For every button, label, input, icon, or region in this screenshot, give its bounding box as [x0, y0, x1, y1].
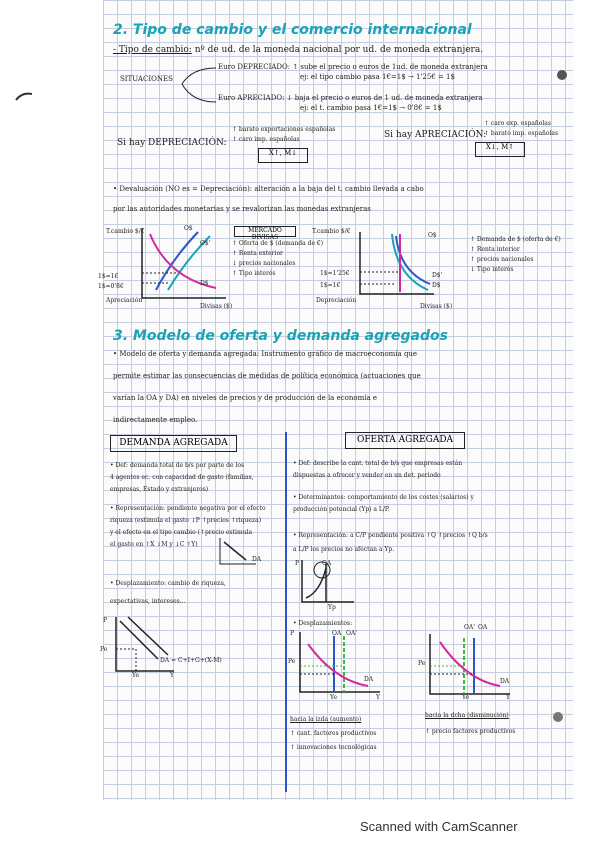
- si-apr-note-1: ↑ caro exp. españolas: [484, 120, 551, 127]
- oa-det-1: • Determinantes: comportamiento de los costes (salarios) y: [293, 494, 474, 501]
- shift-left-caption: hacia la izda (aumento): [290, 716, 362, 723]
- si-dep-note-2: ↑ caro imp. españolas: [232, 136, 300, 143]
- fx-right-graph: [356, 232, 436, 300]
- da-shift-graph: [108, 615, 178, 680]
- intro-line-1: • Modelo de oferta y demanda agregada: Instrumento gráfico de macroeconomía que: [113, 350, 418, 358]
- shift1-da: DA: [364, 676, 374, 683]
- margin-mark: [14, 90, 34, 104]
- deval-line2: por las autoridades monetarias y se revalorizan las monedas extranjeras: [113, 205, 371, 213]
- oa-graph-p: P: [295, 560, 300, 567]
- fx-right-note-1: ↑ Demanda de $ (oferta de €): [470, 236, 561, 243]
- section3-title: 3. Modelo de oferta y demanda agregados: [113, 328, 448, 344]
- oa-def-2: dispuestas a ofrecer y vender en un det. período: [293, 472, 441, 479]
- situaciones-brace: [180, 60, 220, 110]
- oa-heading: OFERTA AGREGADA: [345, 432, 465, 449]
- section2-title: 2. Tipo de cambio y el comercio internacional: [113, 22, 472, 38]
- fx-right-tick-2: 1$=1€: [320, 282, 341, 289]
- apr-line2: ej: el t. cambio pasa 1€=1$ → 0'8€ = 1$: [300, 104, 442, 112]
- oa-rep-1: • Representación: a C/P pendiente positiva ↑Q ↑precios ↑Q b/s: [293, 532, 488, 539]
- fx-left-tick-1: 1$=1€: [98, 273, 119, 280]
- shift2-y: Y: [506, 694, 510, 701]
- fx-left-below: Apreciación: [106, 297, 143, 304]
- si-dep-note-1: ↑ barato exportaciones españolas: [232, 126, 336, 133]
- fx-right-note-4: ↓ Tipo interés: [470, 266, 514, 273]
- da-def-2: 4 agentes ec. con capacidad de gasto (familias,: [110, 474, 254, 481]
- da-shift-y: Y: [170, 672, 174, 679]
- fx-right-curve-2: D$': [432, 272, 443, 279]
- fx-left-note-2: ↑ Renta exterior: [232, 250, 283, 257]
- da-shift-pe: Pe: [100, 646, 108, 653]
- fx-right-below: Depreciación: [316, 297, 357, 304]
- column-divider: [285, 432, 287, 792]
- da-desp-2: expectativas, intereses...: [110, 598, 186, 605]
- da-mini-graph: [218, 538, 258, 568]
- da-rep-1: • Representación: pendiente negativa por el efecto: [110, 505, 266, 512]
- shift1-p: P: [290, 630, 295, 637]
- intro-line-4: indirectamente empleo.: [113, 416, 198, 424]
- da-shift-ye: Ye: [132, 672, 139, 679]
- fx-left-xlabel: Divisas ($): [200, 303, 233, 310]
- fx-left-note-3: ↓ precios nacionales: [232, 260, 296, 267]
- scanner-watermark: Scanned with CamScanner: [360, 819, 518, 834]
- shift2-pe: Pe: [418, 660, 426, 667]
- shift-right-note-1: ↑ precio factores productivos: [425, 728, 516, 735]
- apr-line1: Euro APRECIADO: ↓ baja el precio o euros de 1 ud. de moneda extranjera: [218, 94, 483, 102]
- punch-hole: [557, 70, 567, 80]
- da-rep-3: y el efecto en el tipo cambio (↑precio estimula: [110, 529, 253, 536]
- shift2-da: DA: [500, 678, 510, 685]
- da-desp-1: • Desplazamiento: cambio de riqueza,: [110, 580, 226, 587]
- fx-left-tick-2: 1$=0'8€: [98, 283, 124, 290]
- da-def-1: • Def: demanda total de b/s por parte de los: [110, 462, 245, 469]
- dep-line1: Euro DEPRECIADO: ↑ sube el precio o euros de 1ud. de moneda extranjera: [218, 63, 488, 71]
- fx-right-note-2: ↑ Renta interior: [470, 246, 520, 253]
- da-rep-4: el gasto en ↑X ↓M y ↓C ↑Y): [110, 541, 198, 548]
- oa-def-1: • Def: describe la cant. total de b/s que empresas están: [293, 460, 463, 467]
- fx-right-ylabel: T.cambio $/€: [312, 228, 351, 235]
- fx-right-tick-1: 1$=1'25€: [320, 270, 350, 277]
- deval-line1: • Devaluación (NO es = Depreciación): alteración a la baja del t. cambio llevada a cabo: [113, 185, 424, 193]
- fx-right-xlabel: Divisas ($): [420, 303, 453, 310]
- fx-right-curve-3: D$: [432, 282, 441, 289]
- shift2-ye: Ye: [462, 694, 469, 701]
- da-heading: DEMANDA AGREGADA: [110, 435, 237, 452]
- oa-rep-2: a L/P los precios no afectan a Yp.: [293, 546, 395, 553]
- si-dep: Si hay DEPRECIACIÓN:: [117, 138, 227, 148]
- oa-shift-right-graph: [424, 632, 514, 702]
- fx-left-note-4: ↑ Tipo interés: [232, 270, 276, 277]
- shift1-ye: Ye: [330, 694, 337, 701]
- fx-left-curve-2: O$': [200, 240, 211, 247]
- si-apr-box: X↓, M↑: [475, 142, 525, 157]
- fx-left-curve-3: D$: [200, 280, 209, 287]
- fx-left-note-1: ↑ Oferta de $ (demanda de €): [232, 240, 324, 247]
- fx-right-curve-1: O$: [428, 232, 437, 239]
- situaciones-label: SITUACIONES: [120, 75, 173, 83]
- oa-desp: • Desplazamientos:: [293, 620, 353, 627]
- shift1-oa: OA: [332, 630, 342, 637]
- da-graph-label: DA: [252, 556, 262, 563]
- shift2-oa: OA: [478, 624, 488, 631]
- shift-left-note-2: ↑ innovaciones tecnológicas: [290, 744, 377, 751]
- da-rep-2: riqueza (estimula el gasto ↓P ↑precios ↑riqueza): [110, 517, 262, 524]
- si-apr: Si hay APRECIACIÓN:: [384, 130, 487, 140]
- oa-det-2: producción potencial (Yp) a L/P.: [293, 506, 390, 513]
- shift1-oa2: OA': [346, 630, 357, 637]
- si-apr-note-2: ↑ barato imp. españolas: [484, 130, 559, 137]
- da-def-3: empresas, Estado y extranjeros): [110, 486, 209, 493]
- shift1-y: Y: [376, 694, 380, 701]
- shift-left-note-1: ↑ cant. factores productivos: [290, 730, 377, 737]
- oa-shift-left-graph: [294, 630, 384, 700]
- intro-line-2: permite estimar las consecuencias de medidas de política económica (actuaciones que: [113, 372, 421, 380]
- si-dep-box: X↑, M↓: [258, 148, 308, 163]
- shift1-pe: Pe: [288, 658, 296, 665]
- fx-left-graph: [138, 228, 228, 303]
- oa-graph-oa: OA: [322, 560, 332, 567]
- punch-hole-bottom: [553, 712, 563, 722]
- shift-right-caption: hacia la dcha (disminución): [425, 712, 509, 719]
- dep-line2: ej: el tipo cambio pasa 1€=1$ → 1'25€ = 1$: [300, 73, 455, 81]
- shift2-oa2: OA': [464, 624, 475, 631]
- fx-left-ylabel: T.cambio $/€: [106, 228, 145, 235]
- fx-box-title: MERCADO DIVISAS: [234, 226, 296, 237]
- da-shift-p: P: [103, 617, 108, 624]
- da-shift-label: DA = C+I+G+(X-M): [160, 657, 222, 664]
- fx-right-note-3: ↑ precios nacionales: [470, 256, 534, 263]
- intro-line-3: varían la OA y DA) en niveles de precios y de producción de la economía e: [113, 394, 377, 402]
- def-label: - Tipo de cambio: nº de ud. de la moneda nacional por ud. de moneda extranjera.: [113, 45, 484, 55]
- oa-graph-yp: Yp: [328, 604, 336, 611]
- fx-left-curve-1: O$: [184, 225, 193, 232]
